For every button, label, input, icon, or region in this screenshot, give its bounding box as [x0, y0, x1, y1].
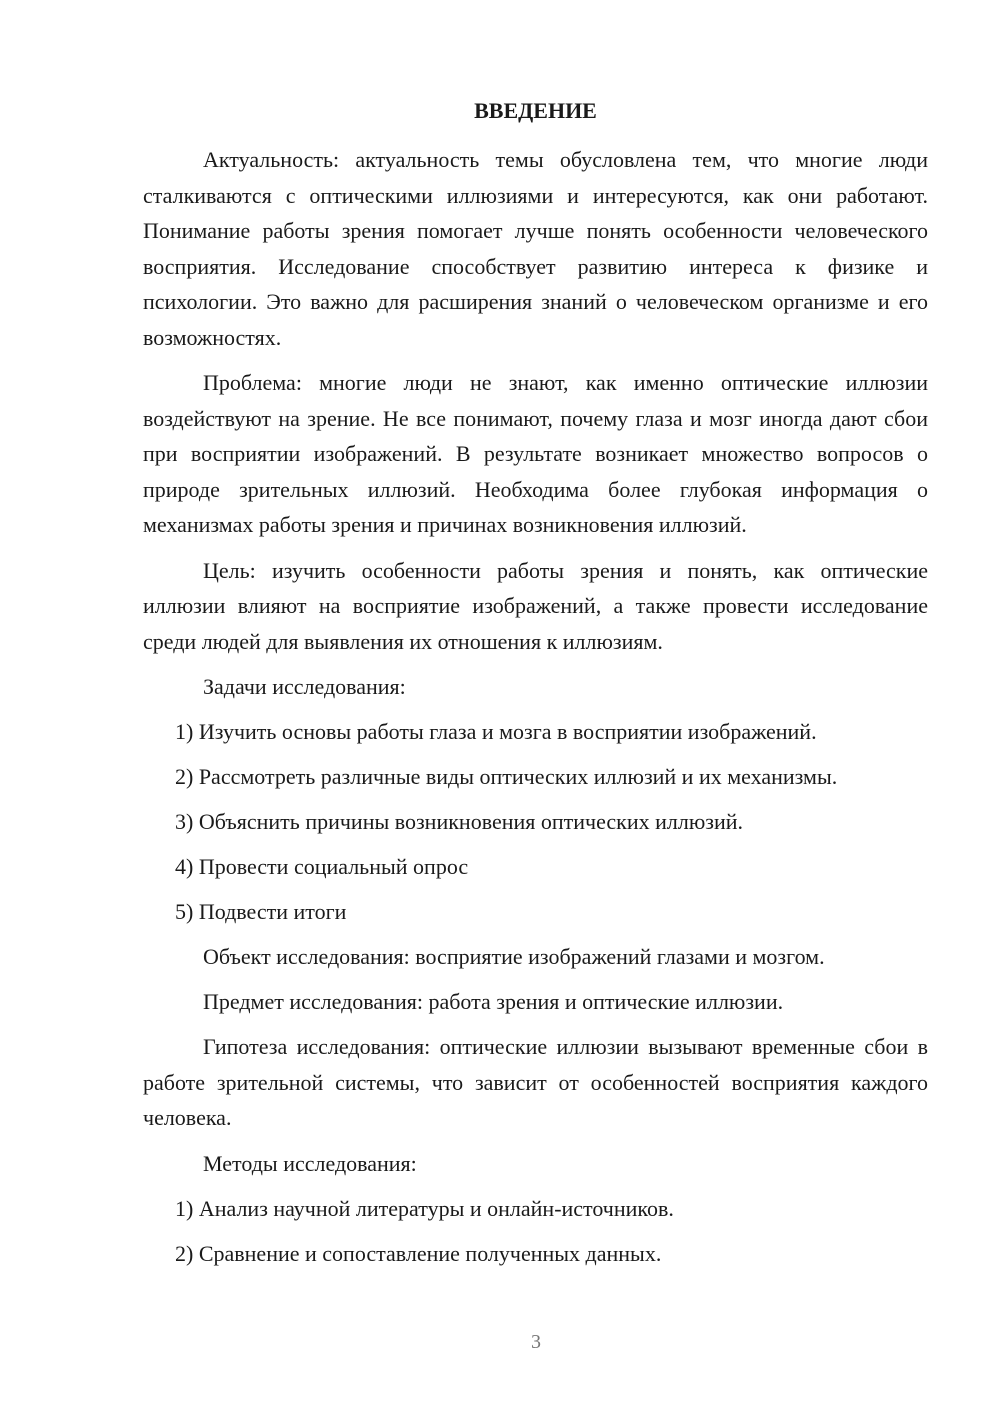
method-item: 1) Анализ научной литературы и онлайн-источников. [175, 1195, 674, 1221]
task-item: 5) Подвести итоги [175, 899, 347, 924]
relevance-paragraph: Актуальность: актуальность темы обусловлена тем, что многие люди сталкиваются с оптическими иллюзиями и интересуются, как они работают. Понимание работы зрения помогает лучше понять особенности человеческого восприятия. Исследование способствует развитию интереса к физике и психологии. Это важно для расширения знаний о человеческом организме и его возможностях. [143, 147, 928, 350]
hypothesis-paragraph: Гипотеза исследования: оптические иллюзии вызывают временные сбои в работе зрительной системы, что зависит от особенностей восприятия каждого человека. [143, 1034, 928, 1130]
problem-paragraph: Проблема: многие люди не знают, как именно оптические иллюзии воздействуют на зрение. Не все понимают, почему глаза и мозг иногда дают сбои при восприятии изображений. В результате возникает множество вопросов о природе зрительных иллюзий. Необходима более глубокая информация о механизмах работы зрения и причинах возникновения иллюзий. [143, 370, 928, 537]
task-item: 1) Изучить основы работы глаза и мозга в восприятии изображений. [175, 719, 817, 744]
task-item: 4) Провести социальный опрос [175, 854, 469, 879]
object-line: Объект исследования: восприятие изображений глазами и мозгом. [203, 944, 825, 969]
page-title: ВВЕДЕНИЕ [474, 98, 597, 123]
subject-line: Предмет исследования: работа зрения и оптические иллюзии. [203, 989, 784, 1014]
task-item: 3) Объяснить причины возникновения оптических иллюзий. [175, 809, 744, 834]
page-number: 3 [531, 1331, 541, 1353]
tasks-title: Задачи исследования: [203, 674, 406, 699]
page-content [143, 93, 928, 1281]
method-item: 2) Сравнение и сопоставление полученных данных. [175, 1240, 662, 1266]
task-item: 2) Рассмотреть различные виды оптических иллюзий и их механизмы. [175, 764, 838, 789]
goal-paragraph: Цель: изучить особенности работы зрения и понять, как оптические иллюзии влияют на восприятие изображений, а также провести исследование среди людей для выявления их отношения к иллюзиям. [143, 557, 928, 654]
methods-title: Методы исследования: [203, 1150, 417, 1176]
